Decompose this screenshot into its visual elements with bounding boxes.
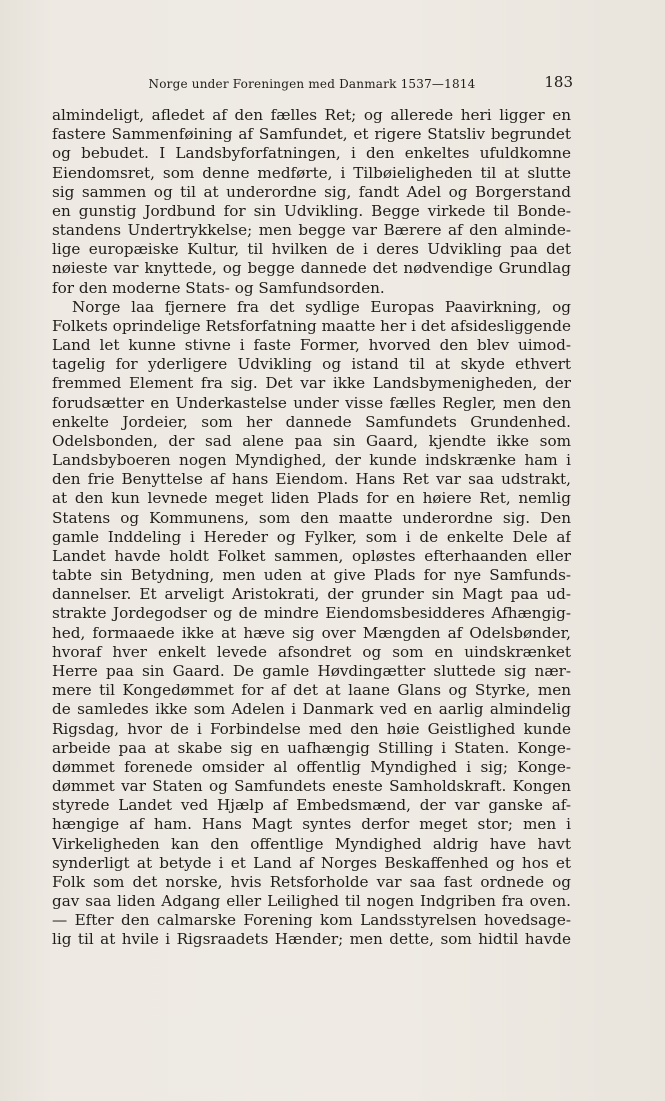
text-line: styrede Landet ved Hjælp af Embedsmænd, der var ganske af- xyxy=(52,796,571,815)
body-text xyxy=(52,106,571,950)
text-line: en gunstig Jordbund for sin Udvikling. Begge virkede til Bonde- xyxy=(52,201,571,220)
text-line: forudsætter en Underkastelse under visse fælles Regler, men den xyxy=(52,393,571,412)
text-line: standens Undertrykkelse; men begge var Bærere af den alminde- xyxy=(52,221,571,240)
text-line: nøieste var knyttede, og begge dannede det nødvendige Grundlag xyxy=(52,259,571,278)
text-line: mere til Kongedømmet for af det at laane Glans og Styrke, men xyxy=(52,681,571,700)
text-line: gamle Inddeling i Hereder og Fylker, som i de enkelte Dele af xyxy=(52,527,571,546)
text-line: de samledes ikke som Adelen i Danmark ved en aarlig almindelig xyxy=(52,700,571,719)
text-line: dannelser. Et arveligt Aristokrati, der grunder sin Magt paa ud- xyxy=(52,585,571,604)
text-line: synderligt at betyde i et Land af Norges Beskaffenhed og hos et xyxy=(52,853,571,872)
text-line: lige europæiske Kultur, til hvilken de i deres Udvikling paa det xyxy=(52,240,571,259)
running-head xyxy=(52,75,572,95)
text-line: Folk som det norske, hvis Retsforholde var saa fast ordnede og xyxy=(52,872,571,891)
text-line: arbeide paa at skabe sig en uafhængig Stilling i Staten. Konge- xyxy=(52,738,571,757)
text-line: for den moderne Stats- og Samfundsorden. xyxy=(52,278,385,297)
text-line: Eiendomsret, som denne medførte, i Tilbøieligheden til at slutte xyxy=(52,163,571,182)
text-line: Landet havde holdt Folket sammen, opløstes efterhaanden eller xyxy=(52,546,571,565)
text-line: og bebudet. I Landsbyforfatningen, i den enkeltes ufuldkomne xyxy=(52,144,571,163)
text-line: Herre paa sin Gaard. De gamle Høvdingætter sluttede sig nær- xyxy=(52,661,571,680)
text-line: Norge laa fjernere fra det sydlige Europas Paavirkning, og xyxy=(72,297,571,316)
text-line: Rigsdag, hvor de i Forbindelse med den høie Geistlighed kunde xyxy=(52,719,571,738)
text-line: Virkeligheden kan den offentlige Myndighed aldrig have havt xyxy=(52,834,571,853)
running-title: Norge under Foreningen med Danmark 1537—1814 xyxy=(148,77,476,91)
text-line: dømmet var Staten og Samfundets eneste Samholdskraft. Kongen xyxy=(52,777,571,796)
text-line: tabte sin Betydning, men uden at give Plads for nye Samfunds- xyxy=(52,566,571,585)
text-line: fremmed Element fra sig. Det var ikke Landsbymenigheden, der xyxy=(52,374,571,393)
text-line: fastere Sammenføining af Samfundet, et rigere Statsliv begrundet xyxy=(52,125,571,144)
text-line: Land let kunne stivne i faste Former, hvorved den blev uimod- xyxy=(52,336,571,355)
text-line: tagelig for yderligere Udvikling og istand til at skyde ethvert xyxy=(52,355,571,374)
text-line: hængige af ham. Hans Magt syntes derfor meget stor; men i xyxy=(52,815,571,834)
text-line: almindeligt, afledet af den fælles Ret; og allerede heri ligger en xyxy=(52,106,571,124)
text-line: gav saa liden Adgang eller Leilighed til nogen Indgriben fra oven. xyxy=(52,892,571,911)
text-line: Folkets oprindelige Retsforfatning maatte her i det afsidesliggende xyxy=(52,316,571,335)
text-line: Odelsbonden, der sad alene paa sin Gaard, kjendte ikke som xyxy=(52,431,571,450)
text-line: enkelte Jordeier, som her dannede Samfundets Grundenhed. xyxy=(52,412,571,431)
text-line: — Efter den calmarske Forening kom Landsstyrelsen hovedsage- xyxy=(52,911,571,930)
text-line: dømmet forenede omsider al offentlig Myndighed i sig; Konge- xyxy=(52,757,571,776)
text-line: Landsbyboeren nogen Myndighed, der kunde indskrænke ham i xyxy=(52,451,571,470)
text-line: lig til at hvile i Rigsraadets Hænder; men dette, som hidtil havde xyxy=(52,930,571,949)
page-number: 183 xyxy=(544,73,573,91)
text-line: hvoraf hver enkelt levede afsondret og som en uindskrænket xyxy=(52,642,571,661)
text-line: strakte Jordegodser og de mindre Eiendomsbesidderes Afhængig- xyxy=(52,604,571,623)
text-line: hed, formaaede ikke at hæve sig over Mængden af Odelsbønder, xyxy=(52,623,571,642)
text-line: sig sammen og til at underordne sig, fandt Adel og Borgerstand xyxy=(52,182,571,201)
text-line: at den kun levnede meget liden Plads for en høiere Ret, nemlig xyxy=(52,489,571,508)
text-line: Statens og Kommunens, som den maatte underordne sig. Den xyxy=(52,508,571,527)
text-line: den frie Benyttelse af hans Eiendom. Hans Ret var saa udstrakt, xyxy=(52,470,571,489)
